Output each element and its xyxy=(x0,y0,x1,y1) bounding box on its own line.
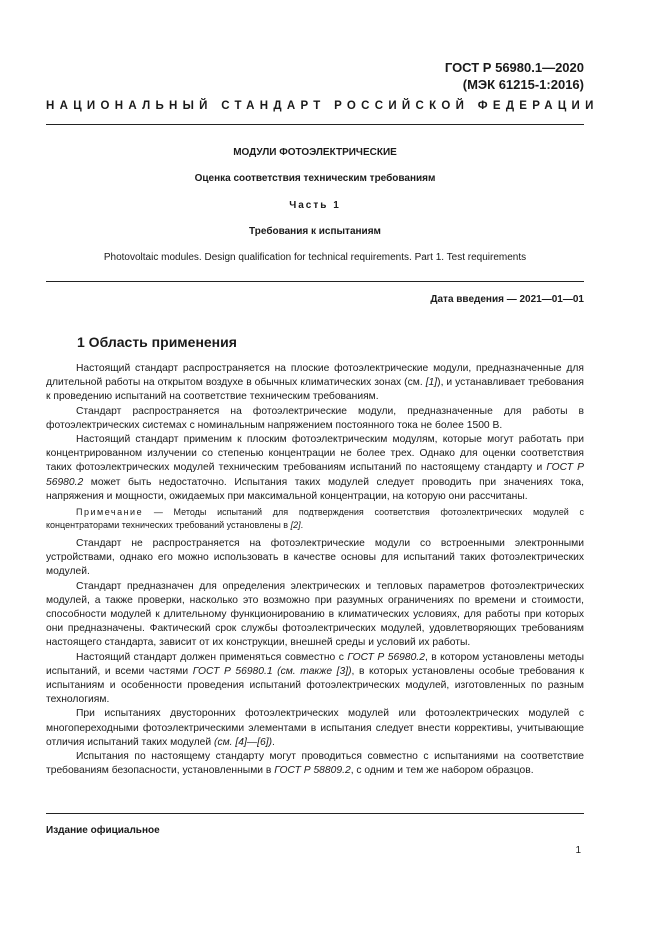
paragraph: Стандарт распространяется на фотоэлектрические модули, предназначенные для работы в фотоэлектрических системах с номинальным напряжением постоянного тока не более 1500 В. xyxy=(46,405,584,431)
paragraph xyxy=(46,750,584,778)
text: Настоящий стандарт должен применяться совместно с xyxy=(76,651,348,663)
paragraph: Стандарт не распространяется на фотоэлектрические модули со встроенными электронными устройствами, однако его можно использовать в качестве основы для испытаний таких фотоэлектрических модулей. xyxy=(46,538,584,578)
reference-link[interactable]: ГОСТ Р 56980.2 xyxy=(347,651,425,663)
section-heading: 1 Область применения xyxy=(77,334,237,350)
part-label: Часть 1 xyxy=(289,200,341,211)
text: Настоящий стандарт распространяется на плоские фотоэлектрические модули, предназначенные для длительной работы на открытом воздухе в обычных климатических зонах (см. xyxy=(46,363,584,389)
reference-link[interactable]: ГОСТ Р 56980.1 (см. также [3]) xyxy=(192,665,352,677)
section-body xyxy=(46,362,584,778)
text: , в котором установлены методы испытаний, и всеми частями xyxy=(46,651,584,677)
reference-link[interactable]: ГОСТ Р 58809.2 xyxy=(274,765,351,777)
paragraph xyxy=(46,651,584,708)
paragraph xyxy=(46,707,584,750)
text: Испытания по настоящему стандарту могут проводиться совместно с испытаниями на соответствие требованиям безопасности, установленными в xyxy=(46,751,584,777)
standard-subtitle: Оценка соответствия техническим требованиям xyxy=(194,173,436,184)
paragraph: Стандарт предназначен для определения электрических и тепловых параметров фотоэлектрических модулей, а также проверки, насколько это возможно при разумных ограничениях по времени и стоимости, способности модулей к длительному функционированию в климатических условиях, для работы при которых они предназначены. Фактический срок службы фотоэлектрических модулей, удовлетворяющих требованиям настоящего стандарта, зависит от их конструкции, внешней среды и условий их работы. xyxy=(46,580,584,649)
text: — Методы испытаний для подтверждения соответствия фотоэлектрических модулей с концентраторами технических требований установлены в xyxy=(46,507,584,530)
divider xyxy=(46,281,584,282)
divider xyxy=(46,124,584,125)
reference-link[interactable]: (см. [4]—[6]) xyxy=(214,736,272,748)
text: , в которых установлены особые требования к испытаниям и особенности проведения испытаний фотоэлектрических модулей, изготовленных по разным технологиям. xyxy=(46,665,585,706)
text: . xyxy=(300,519,304,530)
text: . xyxy=(272,736,275,748)
divider xyxy=(46,813,584,814)
national-standard-heading: НАЦИОНАЛЬНЫЙ СТАНДАРТ РОССИЙСКОЙ ФЕДЕРАЦИИ xyxy=(46,100,599,112)
text: При испытаниях двусторонних фотоэлектрических модулей или фотоэлектрических модулей с многопереходными фотоэлектрическими элементами в испытания следует внести коррективы, учитывающие отличия испытаний таких модулей xyxy=(46,708,584,748)
part-title: Требования к испытаниям xyxy=(249,226,381,237)
text: ), и устанавливает требования к проведению испытаний на соответствие техническим требованиям. xyxy=(46,377,584,403)
iec-designation: (МЭК 61215-1:2016) xyxy=(462,77,584,92)
standard-title: МОДУЛИ ФОТОЭЛЕКТРИЧЕСКИЕ xyxy=(233,147,397,158)
document-number: ГОСТ Р 56980.1—2020 xyxy=(444,60,584,75)
text: может быть недостаточно. Испытания таких модулей следует проводить при значениях тока, напряжения и мощности, ожидаемых при максимальной концентрации, на которую они рассчитаны. xyxy=(46,476,584,502)
reference-link[interactable]: ГОСТ Р 56980.2 xyxy=(46,462,584,488)
english-title: Photovoltaic modules. Design qualification for technical requirements. Part 1. Test requirements xyxy=(103,252,527,263)
paragraph xyxy=(46,433,584,504)
text: Настоящий стандарт применим к плоским фотоэлектрическим модулям, которые могут работать при концентрированном излучении со степенью концентрации не более трех. Однако для оценки соответствия таких фотоэлектрических модулей техническим требованиям испытаний по настоящему стандарту и xyxy=(46,434,584,474)
page-number: 1 xyxy=(575,845,581,856)
paragraph xyxy=(46,362,584,405)
reference-link[interactable]: [2] xyxy=(290,519,301,530)
reference-link[interactable]: [1] xyxy=(425,377,438,389)
official-edition-label: Издание официальное xyxy=(46,825,160,836)
introduction-date: Дата введения — 2021—01—01 xyxy=(430,294,584,305)
text: , с одним и тем же набором образцов. xyxy=(350,765,534,777)
note-label: Примечание xyxy=(76,507,144,518)
note xyxy=(46,506,584,531)
